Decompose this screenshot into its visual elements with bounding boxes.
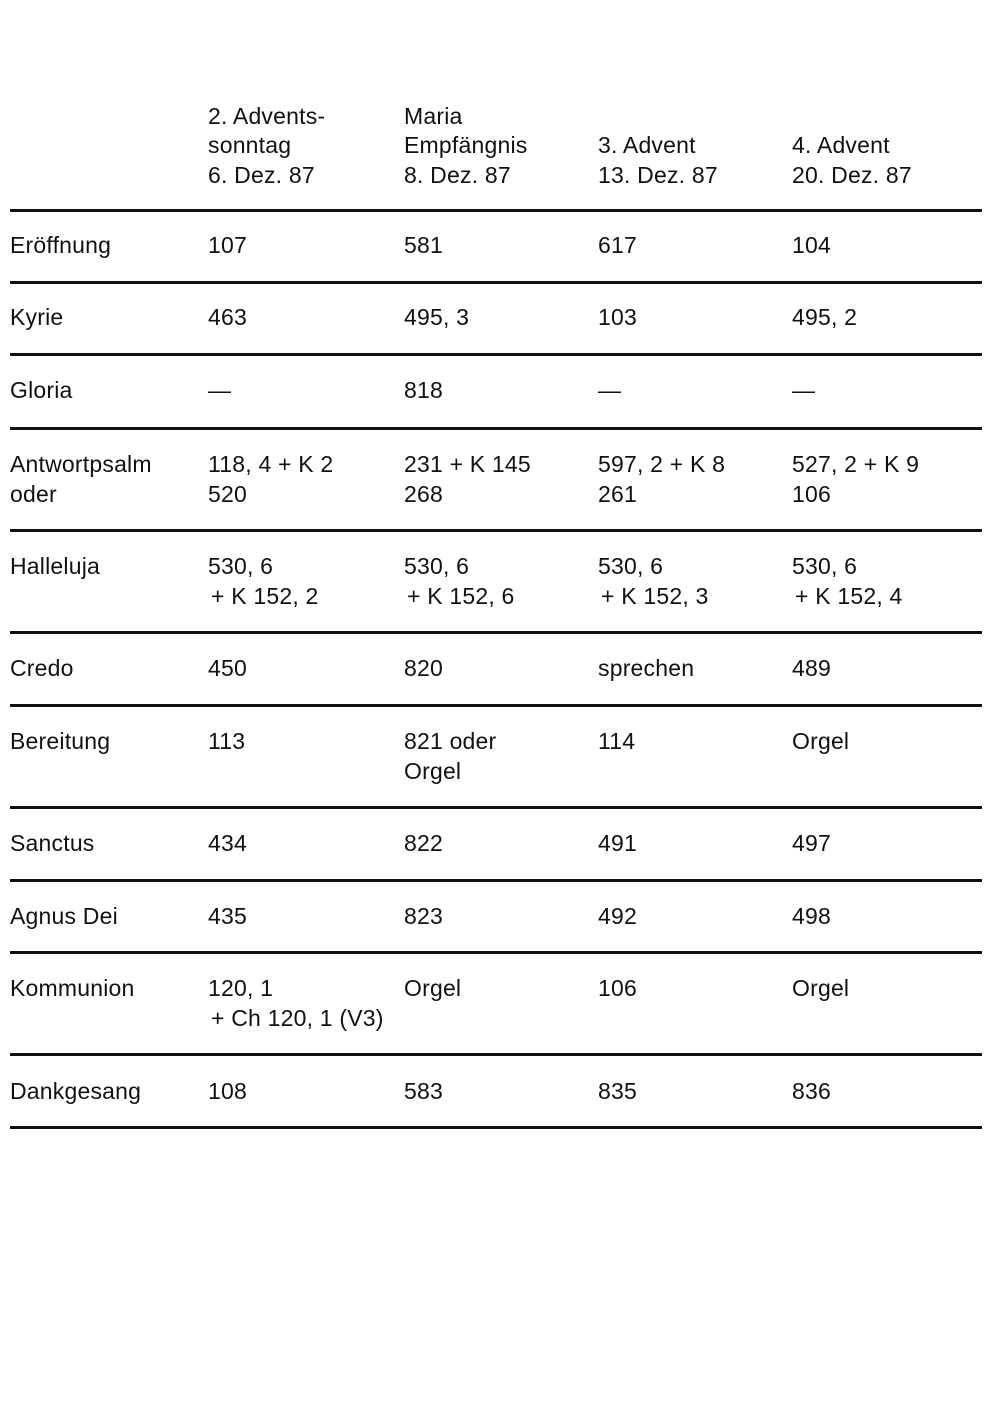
cell-text: 120, 1 — [208, 975, 274, 1001]
cell-text: 268 — [404, 480, 443, 507]
table-cell — [792, 654, 831, 684]
cell-text: + K 152, 4 — [795, 582, 903, 609]
cell-text: 450 — [208, 655, 247, 681]
table-cell — [208, 552, 319, 611]
cell-text: 492 — [598, 903, 637, 929]
table-cell — [208, 450, 333, 509]
row-label-text: Bereitung — [10, 728, 111, 754]
cell-text: 113 — [208, 728, 246, 754]
cell-text: 114 — [598, 728, 636, 754]
table-cell — [792, 974, 849, 1004]
table-header — [0, 98, 1000, 190]
table-cell — [792, 450, 919, 509]
column-header-line: 8. Dez. 87 — [404, 161, 511, 188]
table-cell — [404, 303, 469, 333]
table-cell — [404, 654, 443, 684]
table-cell — [208, 654, 247, 684]
table-cell — [598, 727, 635, 757]
cell-text: 463 — [208, 304, 247, 330]
row-divider — [10, 879, 982, 882]
column-header-4-advent — [792, 98, 912, 190]
cell-text: + K 152, 3 — [601, 582, 709, 609]
row-divider — [10, 1053, 982, 1056]
column-header-line: Maria — [404, 102, 463, 129]
row-label-text: Antwortpsalm — [10, 451, 152, 477]
table-cell — [598, 303, 637, 333]
table-cell — [404, 552, 515, 611]
row-divider — [10, 631, 982, 634]
cell-text: 530, 6 — [792, 553, 858, 579]
cell-text: 835 — [598, 1078, 637, 1104]
cell-text: 498 — [792, 903, 831, 929]
cell-text: Orgel — [792, 728, 850, 754]
row-divider — [10, 951, 982, 954]
column-header-line: Empfängnis — [404, 132, 528, 158]
table-cell — [598, 450, 725, 509]
table-cell — [792, 829, 831, 859]
cell-text: 530, 6 — [598, 553, 664, 579]
table-cell — [598, 829, 637, 859]
cell-text: 823 — [404, 903, 443, 929]
cell-text: 822 — [404, 830, 443, 856]
row-label — [10, 552, 100, 582]
cell-text: — — [792, 377, 816, 403]
row-label-text: Kommunion — [10, 975, 135, 1001]
table-cell — [598, 376, 621, 406]
row-label-text: Agnus Dei — [10, 903, 118, 929]
table-cell — [404, 727, 496, 786]
cell-text: 530, 6 — [208, 553, 274, 579]
table-cell — [404, 231, 443, 261]
cell-text: 106 — [792, 480, 831, 507]
row-label — [10, 829, 95, 859]
table-cell — [208, 1077, 247, 1107]
cell-text: 581 — [404, 232, 443, 258]
cell-text: 495, 2 — [792, 304, 858, 330]
row-label — [10, 654, 74, 684]
table-cell — [792, 303, 857, 333]
row-label-text: Eröffnung — [10, 232, 112, 258]
row-label — [10, 376, 73, 406]
row-label-text: Halleluja — [10, 553, 101, 579]
cell-text: sprechen — [598, 655, 695, 681]
row-label — [10, 727, 110, 757]
table-cell — [404, 902, 443, 932]
row-label-text: Sanctus — [10, 830, 95, 856]
cell-text: 818 — [404, 377, 443, 403]
table-cell — [598, 1077, 637, 1107]
table-cell — [208, 727, 245, 757]
table-cell — [208, 829, 247, 859]
column-header-line: 4. Advent — [792, 132, 890, 158]
cell-text: 617 — [598, 232, 637, 258]
table-cell — [404, 829, 443, 859]
column-header-3-advent — [598, 98, 718, 190]
table-cell — [598, 231, 637, 261]
cell-text: 530, 6 — [404, 553, 470, 579]
cell-text: 103 — [598, 304, 637, 330]
column-header-line: sonntag — [208, 132, 292, 158]
column-header-maria-empfaengnis — [404, 98, 527, 190]
cell-text: 597, 2 + K 8 — [598, 451, 726, 477]
row-label-text: Credo — [10, 655, 74, 681]
cell-text: 261 — [598, 480, 637, 507]
row-label-text: Gloria — [10, 377, 73, 403]
table-cell — [598, 654, 694, 684]
cell-text: 104 — [792, 232, 831, 258]
row-divider — [10, 1126, 982, 1129]
row-divider — [10, 209, 982, 212]
cell-text: — — [598, 377, 622, 403]
row-divider — [10, 806, 982, 809]
cell-text: Orgel — [792, 975, 850, 1001]
table-cell — [598, 902, 637, 932]
cell-text: 520 — [208, 480, 247, 507]
cell-text: 107 — [208, 232, 247, 258]
column-header-line: 20. Dez. 87 — [792, 161, 912, 188]
row-label — [10, 303, 63, 333]
cell-text: Orgel — [404, 757, 462, 784]
cell-text: 434 — [208, 830, 247, 856]
column-header-2-advent — [208, 98, 325, 190]
table-cell — [792, 231, 831, 261]
table-cell — [598, 974, 637, 1004]
table-cell — [404, 1077, 443, 1107]
row-label — [10, 231, 111, 261]
table-cell — [208, 974, 384, 1033]
cell-text: 491 — [598, 830, 637, 856]
cell-text: 118, 4 + K 2 — [208, 451, 334, 477]
cell-text: + Ch 120, 1 (V3) — [211, 1004, 384, 1031]
cell-text: 583 — [404, 1078, 443, 1104]
column-header-line: 13. Dez. 87 — [598, 161, 718, 188]
cell-text: 108 — [208, 1078, 247, 1104]
cell-text: 497 — [792, 830, 831, 856]
cell-text: Orgel — [404, 975, 462, 1001]
cell-text: 489 — [792, 655, 831, 681]
table-cell — [792, 902, 831, 932]
table-cell — [404, 376, 443, 406]
cell-text: 821 oder — [404, 728, 497, 754]
row-label — [10, 450, 152, 509]
table-cell — [792, 1077, 831, 1107]
row-label — [10, 974, 135, 1004]
table-cell — [208, 303, 247, 333]
row-divider — [10, 353, 982, 356]
row-divider — [10, 427, 982, 430]
cell-text: 435 — [208, 903, 247, 929]
row-divider — [10, 281, 982, 284]
cell-text: + K 152, 2 — [211, 582, 319, 609]
cell-text: 231 + K 145 — [404, 451, 531, 477]
row-divider — [10, 529, 982, 532]
row-label — [10, 902, 118, 932]
table-cell — [208, 376, 231, 406]
table-cell — [792, 552, 903, 611]
row-divider — [10, 704, 982, 707]
cell-text: — — [208, 377, 232, 403]
column-header-line: 3. Advent — [598, 132, 696, 158]
row-label-text: oder — [10, 480, 57, 507]
row-label — [10, 1077, 141, 1107]
cell-text: 495, 3 — [404, 304, 470, 330]
table-cell — [598, 552, 709, 611]
table-cell — [208, 231, 247, 261]
column-header-line: 2. Advents- — [208, 102, 326, 129]
cell-text: 106 — [598, 975, 637, 1001]
table-cell — [404, 450, 531, 509]
table-cell — [404, 974, 461, 1004]
cell-text: 836 — [792, 1078, 831, 1104]
table-cell — [792, 376, 815, 406]
table-cell — [208, 902, 247, 932]
column-header-line: 6. Dez. 87 — [208, 161, 315, 188]
cell-text: + K 152, 6 — [407, 582, 515, 609]
cell-text: 820 — [404, 655, 443, 681]
row-label-text: Dankgesang — [10, 1078, 142, 1104]
row-label-text: Kyrie — [10, 304, 64, 330]
table-cell — [792, 727, 849, 757]
cell-text: 527, 2 + K 9 — [792, 451, 920, 477]
